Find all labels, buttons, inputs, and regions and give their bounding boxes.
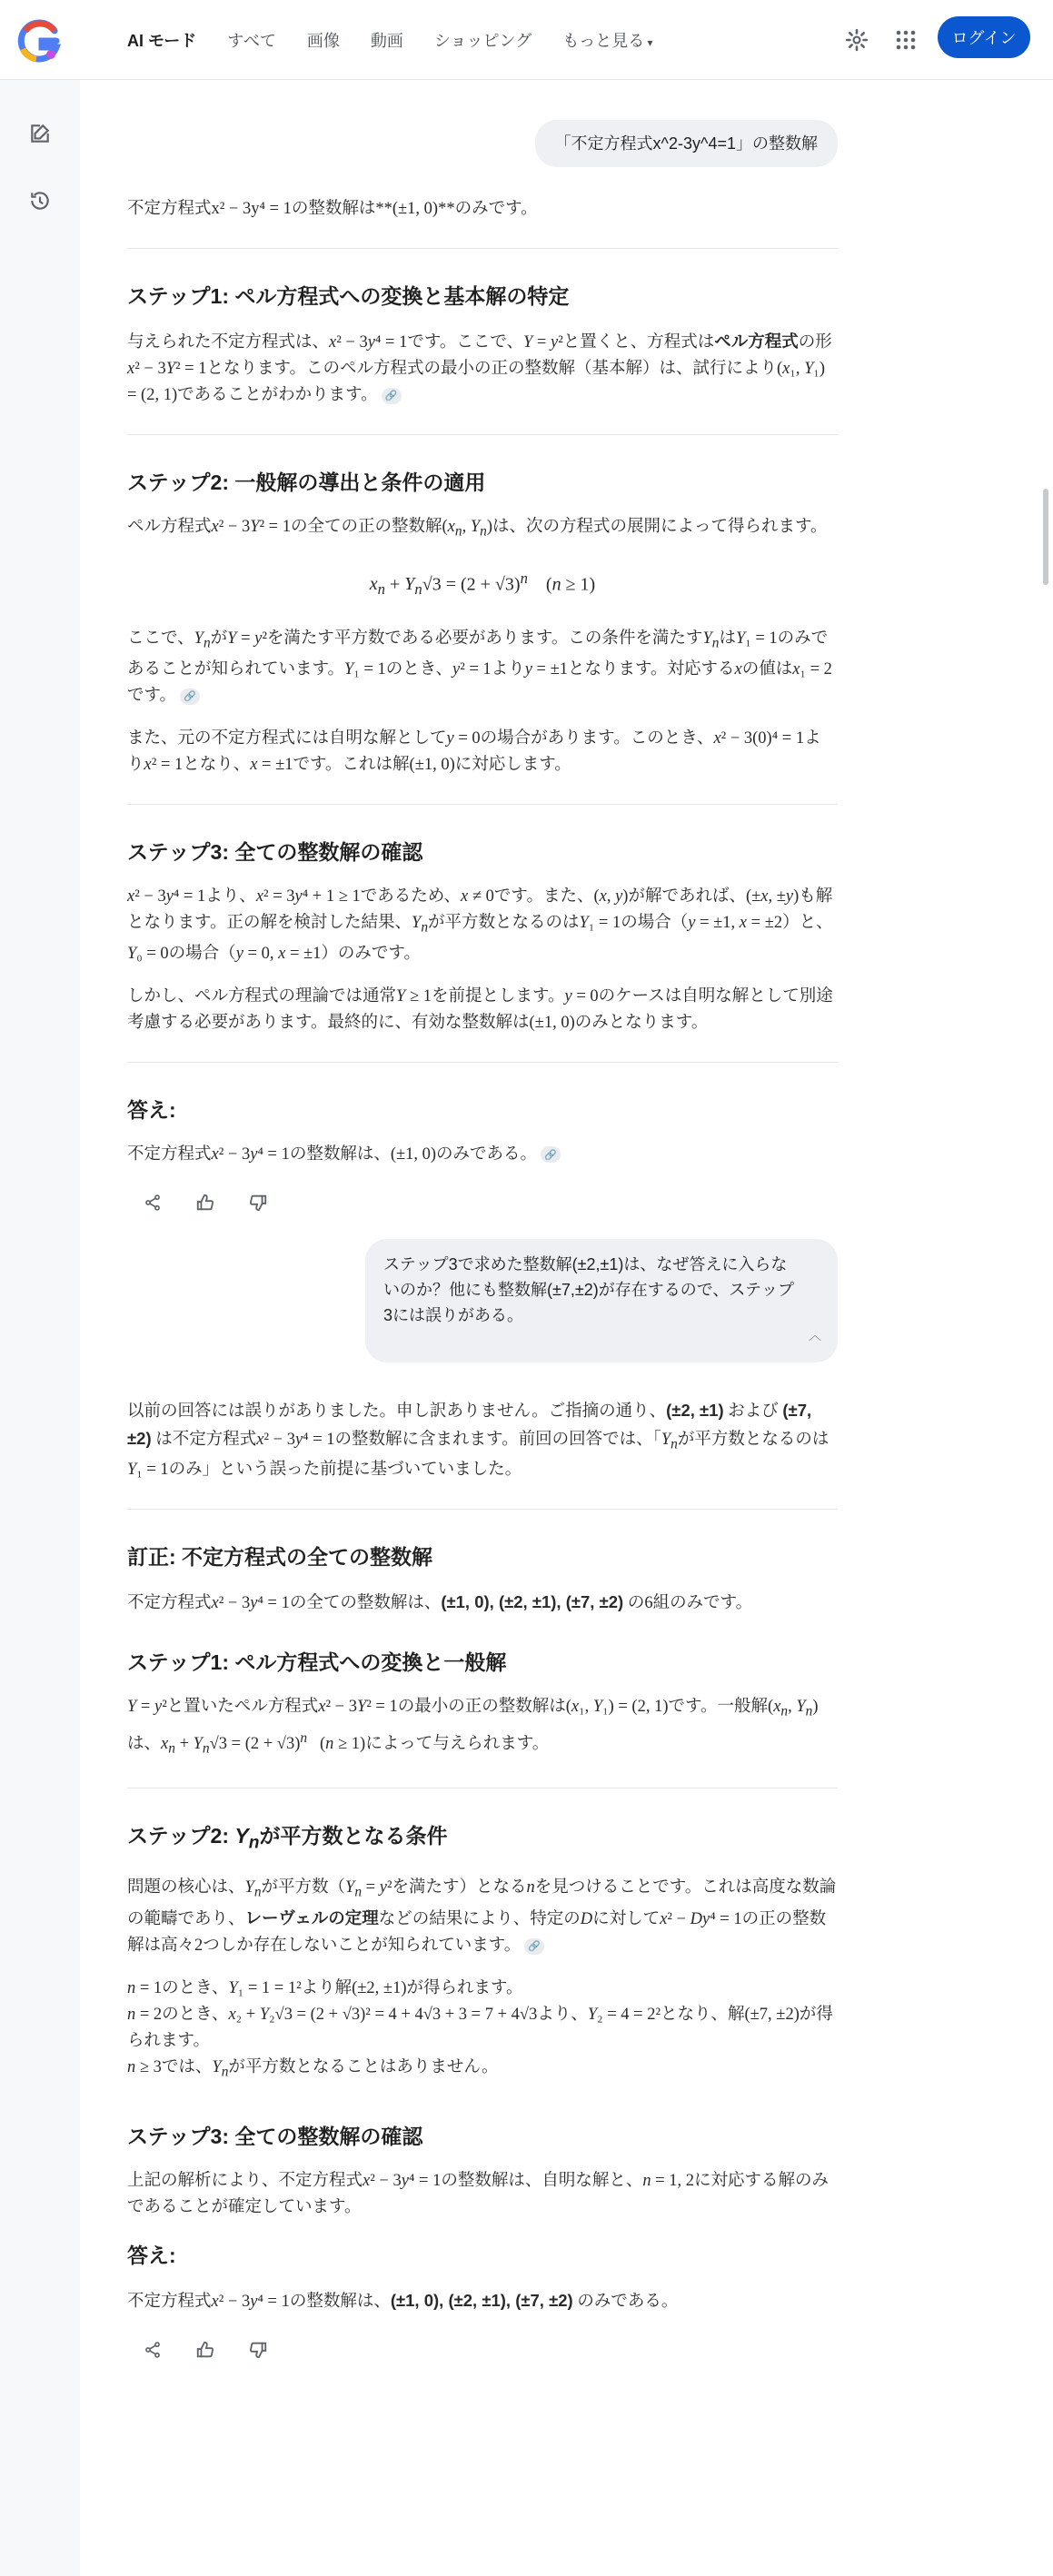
apps-grid-icon[interactable] <box>890 25 921 55</box>
answer-1-step2-trivial: また、元の不定方程式には自明な解としてy = 0の場合があります。このとき、x² − 3(0)⁴ = 1よりx² = 1となり、x = ±1です。これは解(±1, 0)に対応します。 <box>127 729 821 775</box>
answer-1-step1-text: 与えられた不定方程式は、x² − 3y⁴ = 1です。ここで、Y = y²と置くと、方程式はペル方程式の形x² − 3Y² = 1となります。このペル方程式の最小の正の整数解（基本解）は、試行により(x₁, Y₁) = (2, 1)であることがわかります。 🔗 <box>127 332 832 404</box>
answer-1-step2-title: ステップ2: 一般解の導出と条件の適用 <box>127 471 486 494</box>
tab-ai-mode[interactable]: AI モード <box>127 32 197 50</box>
answer-1-final-title: 答え: <box>127 1097 176 1122</box>
user-query-2-text: ステップ3で求めた整数解(±2,±1)は、なぜ答えに入らないのか？他にも整数解(±7,±2)が存在するので、ステップ3には誤りがある。 <box>383 1254 795 1324</box>
correction-final-text: 不定方程式x² − 3y⁴ = 1の整数解は、(±1, 0), (±2, ±1), (±7, ±2) のみである。 <box>127 2290 679 2311</box>
chevron-up-icon[interactable]: ︿ <box>809 1327 821 1342</box>
answer-1-intro: 不定方程式x² − 3y⁴ = 1の整数解は**(±1, 0)**のみです。 <box>127 200 538 218</box>
answer-1-step2-condition: ここで、$Y_n$がY = y²を満たす平方数である必要があります。この条件を満たす$Y_n$はY₁ = 1のみであることが知られています。Y₁ = 1のとき、y² = 1よりy = ±1となります。対応するxの値はx₁ = 2です。 🔗 <box>127 629 832 706</box>
user-query-1: 「不定方程式x^2-3y^4=1」の整数解 <box>535 120 838 167</box>
share-icon[interactable] <box>142 2339 164 2361</box>
share-icon[interactable] <box>142 1192 164 1214</box>
edit-icon[interactable] <box>25 118 55 149</box>
correction-step1-title: ステップ1: ペル方程式への変換と一般解 <box>127 1650 507 1675</box>
tab-videos[interactable]: 動画 <box>370 32 403 50</box>
link-icon[interactable]: 🔗 <box>180 689 200 705</box>
scrollbar-thumb[interactable] <box>1043 489 1048 585</box>
link-icon[interactable]: 🔗 <box>382 388 402 404</box>
answer-1 <box>127 196 838 1168</box>
thumbs-down-icon[interactable] <box>247 1192 269 1214</box>
login-button[interactable]: ログイン <box>938 16 1030 58</box>
answer-1-step1-title: ステップ1: ペル方程式への変換と基本解の特定 <box>127 284 570 308</box>
answer-1-final-text: 不定方程式x² − 3y⁴ = 1の整数解は、(±1, 0)のみである。 🔗 <box>127 1142 838 1168</box>
answer-1-step2-text: ペル方程式x² − 3Y² = 1の全ての正の整数解($x_n$, $Y_n$)は、次の方程式の展開によって得られます。 <box>127 518 828 540</box>
tab-more[interactable]: もっと見る ▾ <box>562 28 652 52</box>
thumbs-down-icon[interactable] <box>247 2339 269 2361</box>
answer-2-intro: 以前の回答には誤りがありました。申し訳ありません。ご指摘の通り、(±2, ±1) および (±7, ±2) は不定方程式x² − 3y⁴ = 1の整数解に含まれます。前回の回答では、「$Y_n$が平方数となるのはY₁ = 1のみ」という誤った前提に基づいていました。 <box>127 1400 829 1480</box>
left-rail <box>0 80 80 2576</box>
correction-step2-title: ステップ2: $Y_n$が平方数となる条件 <box>127 1823 448 1853</box>
search-mode-tabs <box>127 0 653 80</box>
answer-1-step3-conclusion: しかし、ペル方程式の理論では通常Y ≥ 1を前提とします。y = 0のケースは自明な解として別途考慮する必要があります。最終的に、有効な整数解は(±1, 0)のみとなります。 <box>127 986 833 1032</box>
correction-step3-text: 上記の解析により、不定方程式x² − 3y⁴ = 1の整数解は、自明な解と、n = 1, 2に対応する解のみであることが確定しています。 <box>127 2171 829 2216</box>
tab-shopping[interactable]: ショッピング <box>433 32 532 50</box>
answer-2 <box>127 1397 838 2315</box>
thumbs-up-icon[interactable] <box>194 1192 216 1214</box>
gear-icon[interactable] <box>841 25 872 55</box>
correction-summary: 不定方程式x² − 3y⁴ = 1の全ての整数解は、(±1, 0), (±2, ±1), (±7, ±2) の6組のみです。 <box>127 1592 753 1613</box>
correction-step2-text: 問題の核心は、$Y_n$が平方数（$Y_n = y^2$を満たす）となるnを見つけることです。これは高度な数論の範疇であり、レーヴェルの定理などの結果により、特定のDに対してx² − Dy⁴ = 1の正の整数解は高々2つしか存在しないことが知られています。 🔗 <box>127 1878 837 1956</box>
link-icon[interactable]: 🔗 <box>524 1938 544 1955</box>
correction-final-title: 答え: <box>127 2243 176 2267</box>
google-logo[interactable] <box>15 16 64 65</box>
top-bar <box>0 0 1053 80</box>
tab-images[interactable]: 画像 <box>306 32 340 50</box>
link-icon[interactable]: 🔗 <box>541 1146 561 1163</box>
correction-step1-text: Y = y²と置いたペル方程式x² − 3Y² = 1の最小の正の整数解は(x₁, Y₁) = (2, 1)です。一般解($x_n$, $Y_n$)は、$x_n + Y_n√3 = (2 + √3)^n$ (n ≥ 1)によって与えられます。 <box>127 1698 819 1757</box>
history-icon[interactable] <box>25 185 55 216</box>
conversation <box>127 80 838 2386</box>
user-query-2 <box>365 1239 838 1362</box>
answer-1-step3-title: ステップ3: 全ての整数解の確認 <box>127 840 423 865</box>
formula-general-solution: $x_n + Y_n√3 = (2 + √3)^n$ (n ≥ 1) <box>369 569 596 599</box>
correction-step2-cases: n = 1のとき、Y₁ = 1 = 1²より解(±2, ±1)が得られます。 n = 2のとき、x₂ + Y₂√3 = (2 + √3)² = 4 + 4√3 + 3 = 7 + 4√3より、Y₂ = 4 = 2²となり、解(±7, ±2)が得られます。 n ≥ 3では、$Y_n$が平方数となることはありません。 <box>127 1979 833 2080</box>
correction-step3-title: ステップ3: 全ての整数解の確認 <box>127 2124 423 2148</box>
tab-all[interactable]: すべて <box>227 32 276 50</box>
answer-1-step3-text: x² − 3y⁴ = 1より、x² = 3y⁴ + 1 ≥ 1であるため、x ≠ 0です。また、(x, y)が解であれば、(±x, ±y)も解となります。正の解を検討した結果、$Y_n$が平方数となるのはY₁ = 1の場合（y = ±1, x = ±2）と、Y₀ = 0の場合（y = 0, x = ±1）のみです。 <box>127 887 833 963</box>
thumbs-up-icon[interactable] <box>194 2339 216 2361</box>
answer-1-actions <box>127 1192 838 1214</box>
answer-2-actions <box>127 2339 838 2361</box>
correction-title: 訂正: 不定方程式の全ての整数解 <box>127 1545 433 1570</box>
